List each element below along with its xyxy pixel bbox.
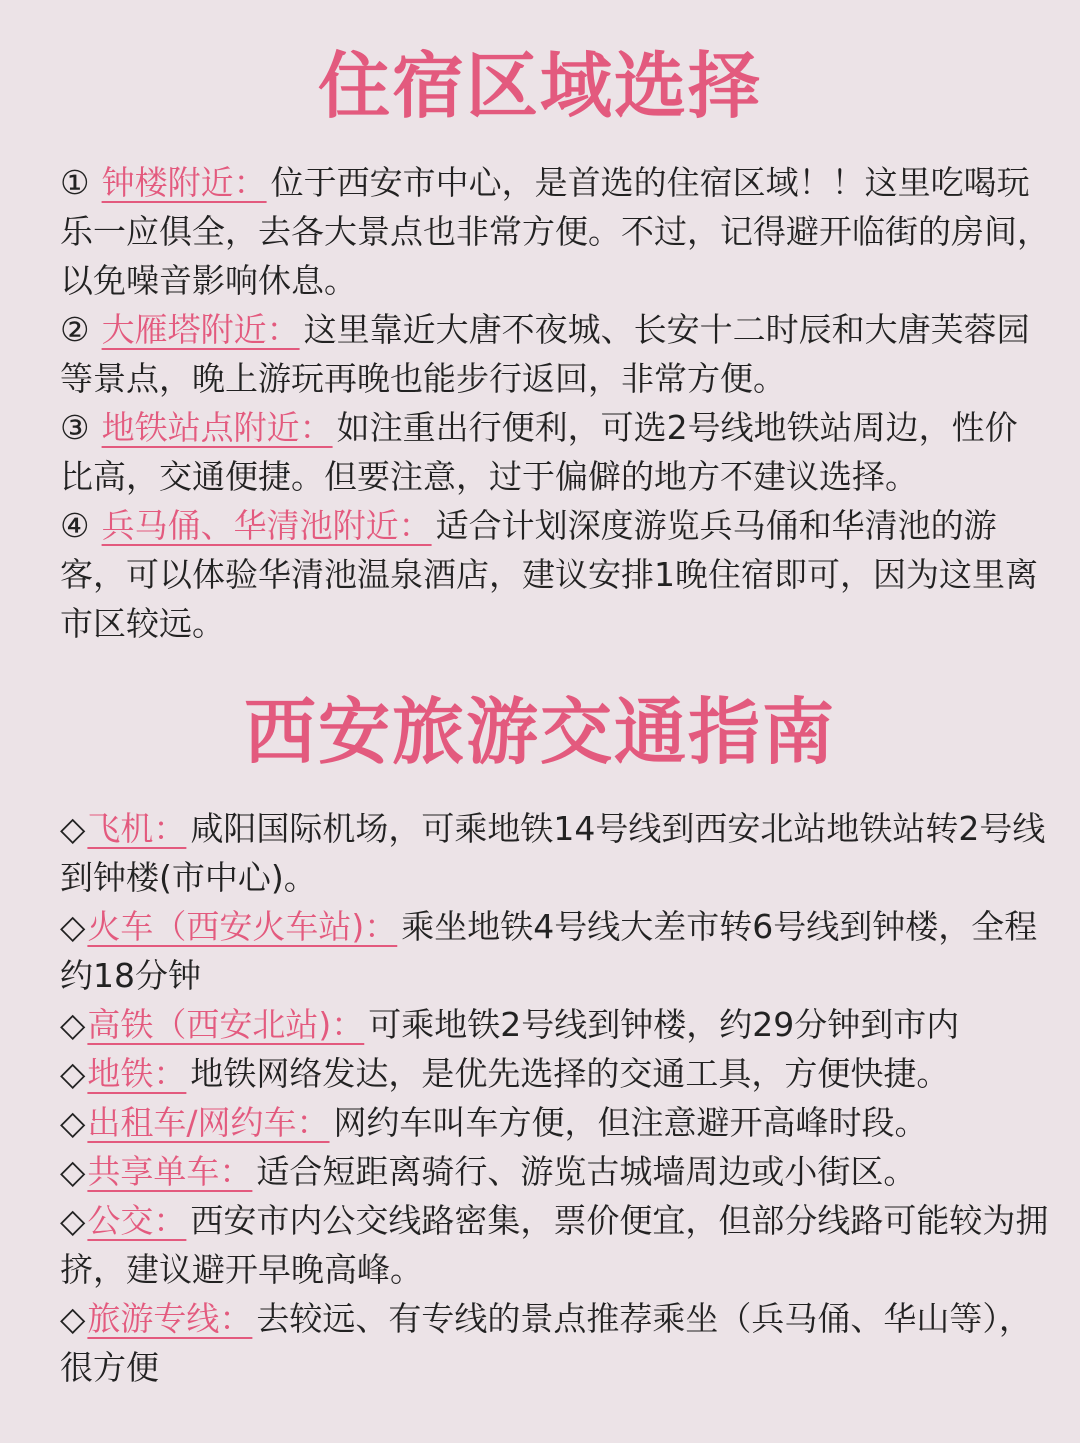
item-text: 适合短距离骑行、游览古城墙周边或小街区。	[256, 1152, 917, 1191]
item-label: 地铁：	[87, 1054, 187, 1093]
item-text: 如注重出行便利，可选2号线地铁站周边，性价比高，交通便捷。但要注意，过于偏僻的地方不建议选择。	[60, 408, 1018, 496]
item-number: ①	[60, 163, 90, 202]
item-label: 地铁站点附近：	[101, 408, 333, 447]
diamond-icon: ◇	[60, 1299, 86, 1338]
item-text: 乘坐地铁4号线大差市转6号线到钟楼，全程约18分钟	[60, 907, 1038, 995]
item-label: 兵马俑、华清池附近：	[101, 506, 432, 545]
item-label: 钟楼附近：	[101, 163, 267, 202]
diamond-icon: ◇	[60, 1005, 86, 1044]
diamond-icon: ◇	[60, 1054, 86, 1093]
item-text: 可乘地铁2号线到钟楼，约29分钟到市内	[368, 1005, 960, 1044]
diamond-icon: ◇	[60, 1152, 86, 1191]
item-text: 适合计划深度游览兵马俑和华清池的游客，可以体验华清池温泉酒店，建议安排1晚住宿即可，因为这里离市区较远。	[60, 506, 1038, 643]
item-text: 去较远、有专线的景点推荐乘坐（兵马俑、华山等），很方便	[60, 1299, 1032, 1387]
item-label: 飞机：	[87, 809, 187, 848]
diamond-icon: ◇	[60, 907, 86, 946]
item-number: ②	[60, 310, 90, 349]
item-text: 这里靠近大唐不夜城、长安十二时辰和大唐芙蓉园等景点，晚上游玩再晚也能步行返回，非常方便。	[60, 310, 1030, 398]
diamond-icon: ◇	[60, 1201, 86, 1240]
transport-list	[60, 804, 1050, 1392]
item-label: 共享单车：	[87, 1152, 253, 1191]
diamond-icon: ◇	[60, 809, 86, 848]
item-text: 网约车叫车方便，但注意避开高峰时段。	[333, 1103, 928, 1142]
item-label: 公交：	[87, 1201, 187, 1240]
item-label: 大雁塔附近：	[101, 310, 300, 349]
list-item	[60, 902, 1050, 1000]
list-item	[60, 1098, 1050, 1147]
list-item	[60, 1049, 1050, 1098]
list-item	[60, 1147, 1050, 1196]
section-title-transport: 西安旅游交通指南	[243, 690, 836, 774]
item-text: 西安市内公交线路密集，票价便宜，但部分线路可能较为拥挤，建议避开早晚高峰。	[60, 1201, 1049, 1289]
item-number: ③	[60, 408, 90, 447]
item-text: 位于西安市中心，是首选的住宿区域！！这里吃喝玩乐一应俱全，去各大景点也非常方便。不过，记得避开临街的房间，以免噪音影响休息。	[60, 163, 1050, 300]
item-text: 地铁网络发达，是优先选择的交通工具，方便快捷。	[190, 1054, 950, 1093]
list-item	[60, 1000, 1050, 1049]
list-item	[60, 804, 1050, 902]
item-number: ④	[60, 506, 90, 545]
list-item	[60, 305, 1050, 403]
diamond-icon: ◇	[60, 1103, 86, 1142]
section-title-accommodation: 住宿区域选择	[317, 44, 762, 128]
accommodation-list	[60, 158, 1050, 648]
item-label: 出租车/网约车：	[87, 1103, 330, 1142]
list-item	[60, 1196, 1050, 1294]
item-label: 旅游专线：	[87, 1299, 253, 1338]
list-item	[60, 1294, 1050, 1392]
item-label: 火车（西安火车站)：	[87, 907, 398, 946]
list-item	[60, 158, 1050, 305]
list-item	[60, 501, 1050, 648]
list-item	[60, 403, 1050, 501]
item-label: 高铁（西安北站)：	[87, 1005, 365, 1044]
item-text: 咸阳国际机场，可乘地铁14号线到西安北站地铁站转2号线到钟楼(市中心)。	[60, 809, 1046, 897]
